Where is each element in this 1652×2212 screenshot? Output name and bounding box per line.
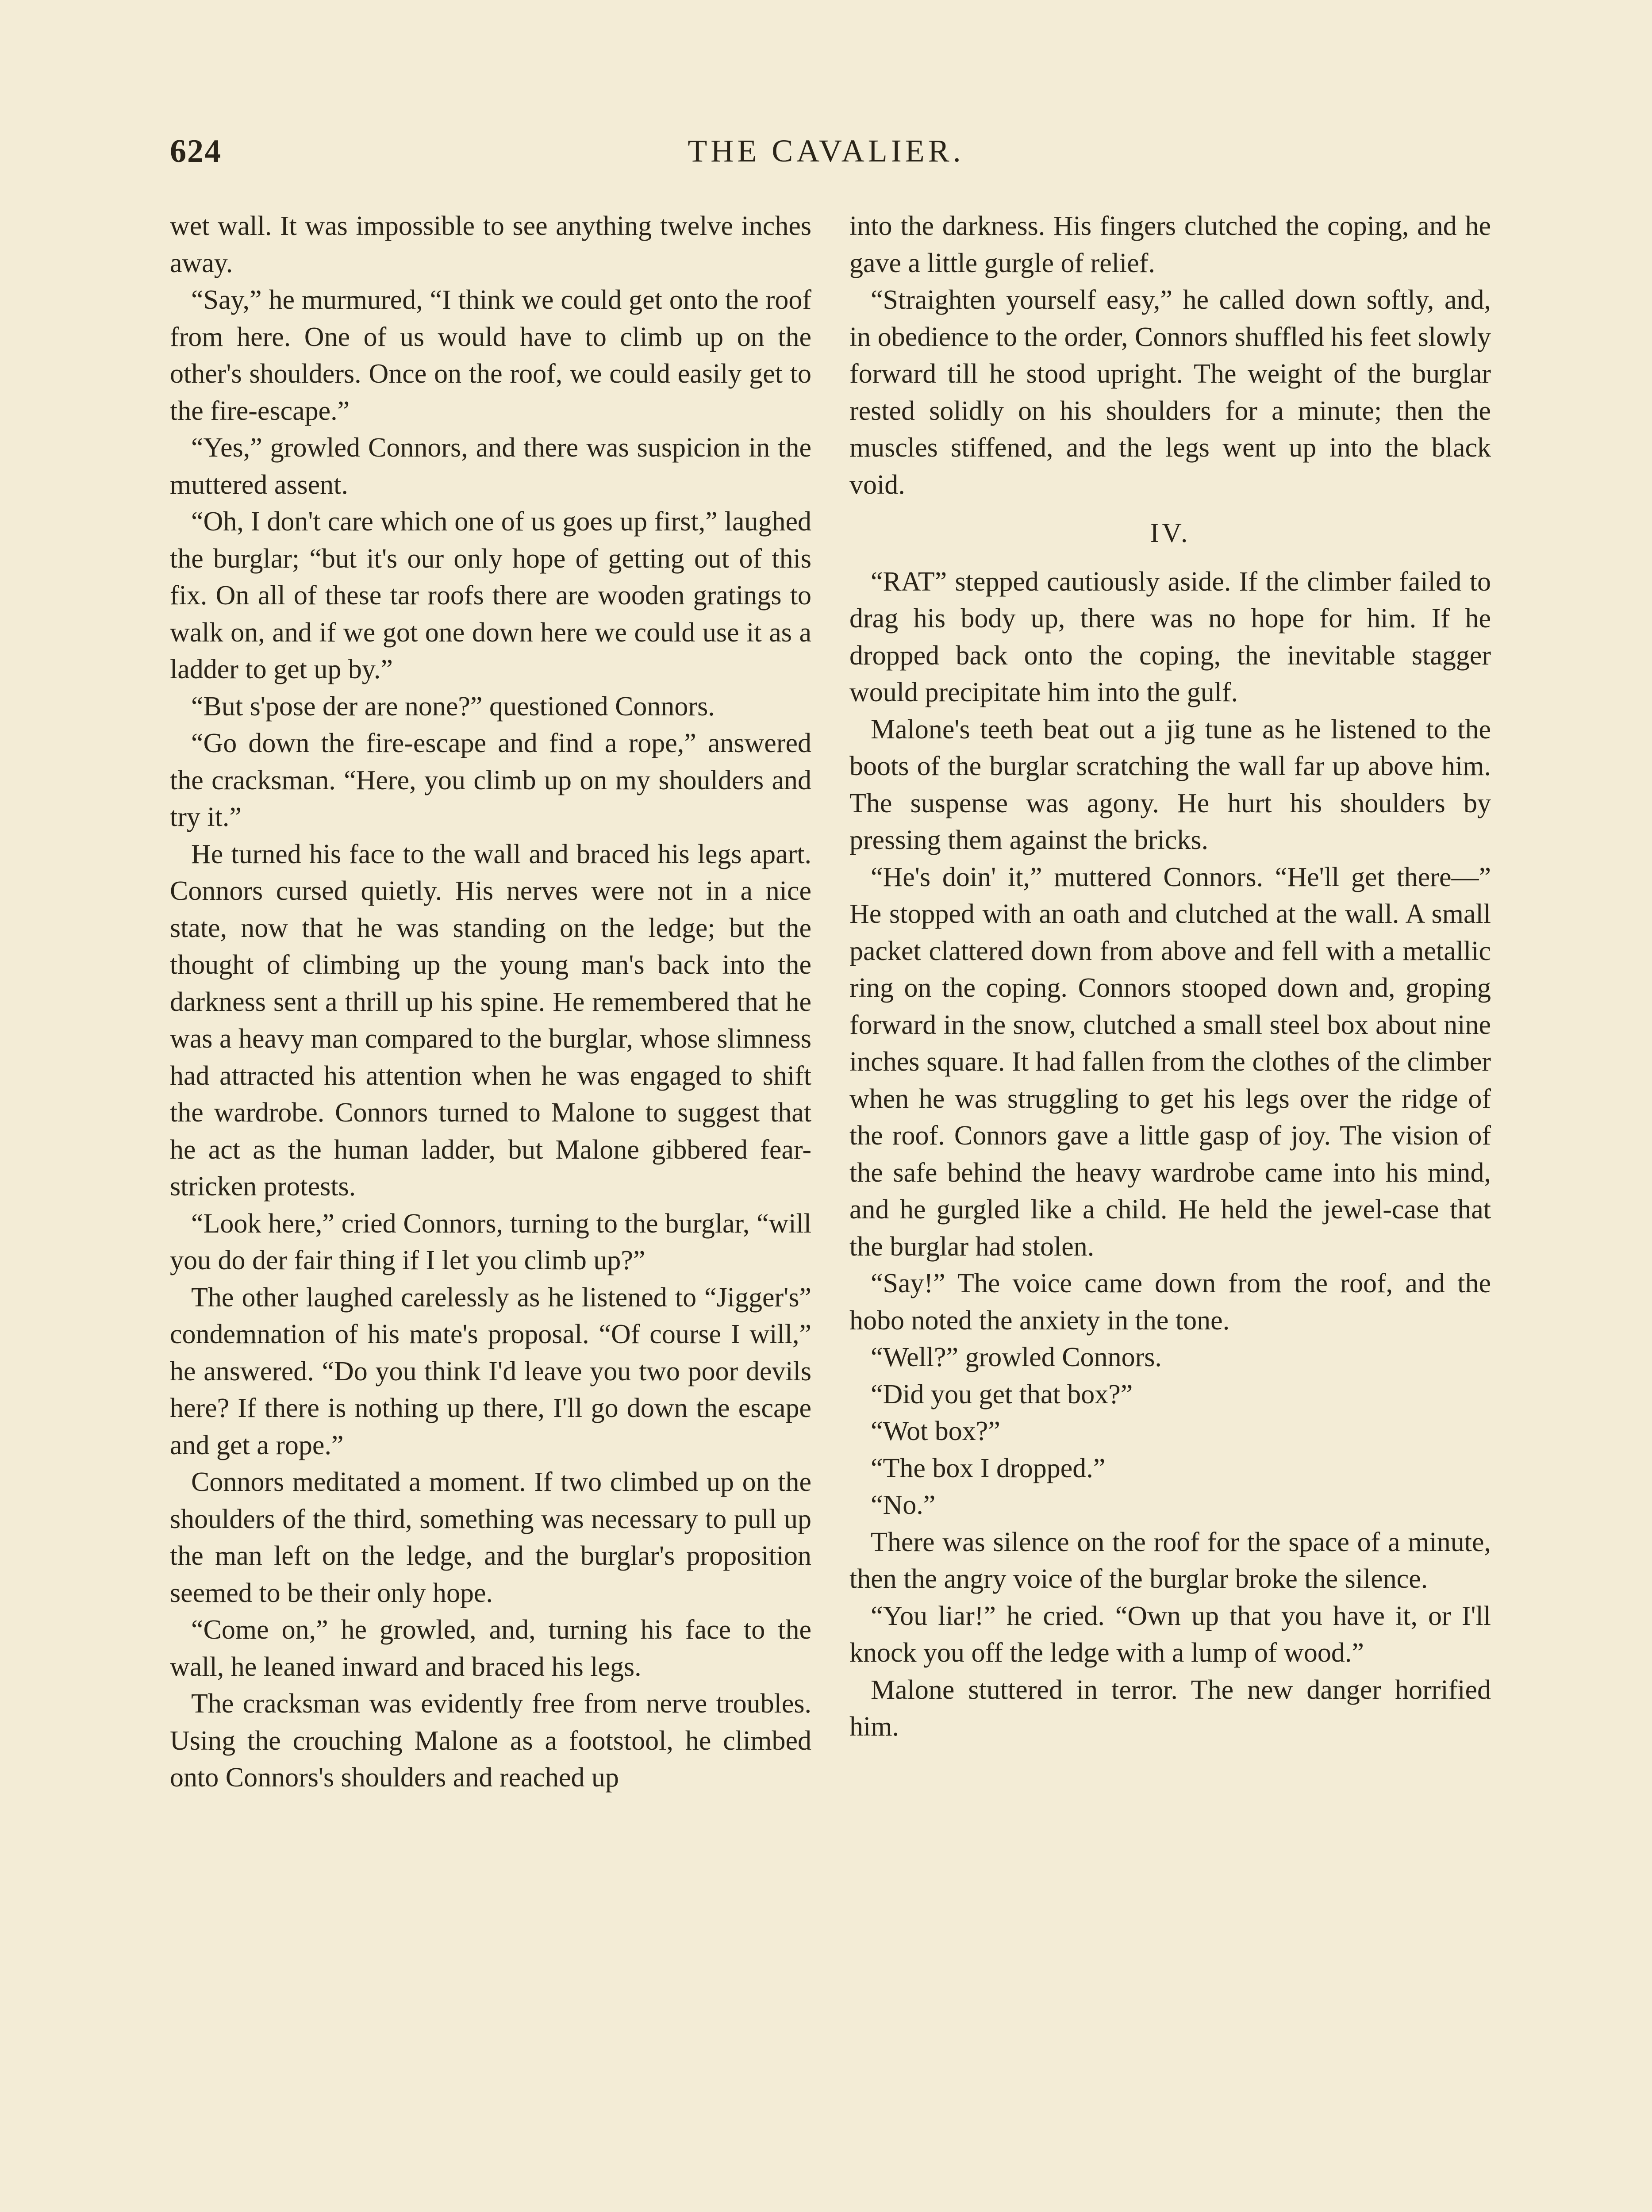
paragraph: He turned his face to the wall and braced his legs apart. Connors cursed quietly. His nerves were not in a nice state, now that he was standing on the ledge; but the thought of climbing up the young man's back into the darkness sent a thrill up his spine. He remembered that he was a heavy man compared to the burglar, whose slimness had attracted his attention when he was engaged to shift the wardrobe. Connors turned to Malone to suggest that he act as the human ladder, but Malone gibbered fear-stricken protests.: [170, 839, 811, 1202]
paragraph: Connors meditated a moment. If two climbed up on the shoulders of the third, something was necessary to pull up the man left on the ledge, and the burglar's proposition seemed to be their only hope.: [170, 1467, 811, 1608]
paragraph: Malone's teeth beat out a jig tune as he listened to the boots of the burglar scratching the wall far up above him. The suspense was agony. He hurt his shoulders by pressing them against the bricks.: [849, 714, 1491, 855]
paragraph: The other laughed carelessly as he listened to “Jigger's” condemnation of his mate's proposal. “Of course I will,” he answered. “Do you think I'd leave you two poor devils here? If there is nothing up there, I'll go down the escape and get a rope.”: [170, 1282, 811, 1460]
paragraph: The cracksman was evidently free from nerve troubles. Using the crouching Malone as a footstool, he climbed onto Connors's shoulders and reached up: [170, 1689, 811, 1793]
paragraph: “RAT” stepped cautiously aside. If the climber failed to drag his body up, there was no hope for him. If he dropped back onto the coping, the inevitable stagger would precipitate him into the gulf.: [849, 566, 1491, 707]
paragraph: “No.”: [871, 1490, 936, 1520]
paragraph: “You liar!” he cried. “Own up that you have it, or I'll knock you off the ledge with a lump of wood.”: [849, 1601, 1491, 1668]
paragraph: “But s'pose der are none?” questioned Connors.: [191, 691, 715, 722]
left-text-column: [170, 208, 811, 2212]
paragraph: “Well?” growled Connors.: [871, 1342, 1162, 1372]
page-number: 624: [170, 133, 222, 169]
paragraph: Malone stuttered in terror. The new danger horrified him.: [849, 1674, 1491, 1742]
paragraph: “Come on,” he growled, and, turning his face to the wall, he leaned inward and braced his legs.: [170, 1615, 811, 1682]
paragraph: “Go down the fire-escape and find a rope,” answered the cracksman. “Here, you climb up on my shoulders and try it.”: [170, 728, 811, 832]
paragraph: “Say!” The voice came down from the roof, and the hobo noted the anxiety in the tone.: [849, 1268, 1491, 1336]
paragraph: “Oh, I don't care which one of us goes up first,” laughed the burglar; “but it's our only hope of getting out of this fix. On all of these tar roofs there are wooden gratings to walk on, and if we got one down here we could use it as a ladder to get up by.”: [170, 507, 811, 684]
paragraph: “Say,” he murmured, “I think we could get onto the roof from here. One of us would have to climb up on the other's shoulders. Once on the roof, we could easily get to the fire-escape.”: [170, 285, 811, 426]
paragraph: wet wall. It was impossible to see anything twelve inches away.: [170, 211, 811, 278]
section-heading: IV.: [1150, 518, 1191, 548]
paragraph: “Yes,” growled Connors, and there was suspicion in the muttered assent.: [170, 433, 811, 500]
paragraph: “Straighten yourself easy,” he called down softly, and, in obedience to the order, Connors shuffled his feet slowly forward till he stood upright. The weight of the burglar rested solidly on his shoulders for a minute; then the muscles stiffened, and the legs went up into the black void.: [849, 285, 1491, 500]
paragraph: “Look here,” cried Connors, turning to the burglar, “will you do der fair thing if I let you climb up?”: [170, 1208, 811, 1275]
paragraph: “Wot box?”: [871, 1416, 1000, 1446]
paragraph: There was silence on the roof for the space of a minute, then the angry voice of the burglar broke the silence.: [849, 1527, 1491, 1594]
running-head-title: THE CAVALIER.: [688, 133, 964, 169]
right-text-column: [849, 208, 1491, 2212]
paragraph: into the darkness. His fingers clutched the coping, and he gave a little gurgle of relief.: [849, 211, 1491, 278]
paragraph: “The box I dropped.”: [871, 1453, 1106, 1483]
paragraph: “He's doin' it,” muttered Connors. “He'll get there—” He stopped with an oath and clutched at the wall. A small packet clattered down from above and fell with a metallic ring on the coping. Connors stooped down and, groping forward in the snow, clutched a small steel box about nine inches square. It had fallen from the clothes of the climber when he was struggling to get his legs over the ridge of the roof. Connors gave a little gasp of joy. The vision of the safe behind the heavy wardrobe came into his mind, and he gurgled like a child. He held the jewel-case that the burglar had stolen.: [849, 862, 1491, 1262]
paragraph: “Did you get that box?”: [871, 1379, 1133, 1409]
page-header: [170, 133, 1482, 181]
